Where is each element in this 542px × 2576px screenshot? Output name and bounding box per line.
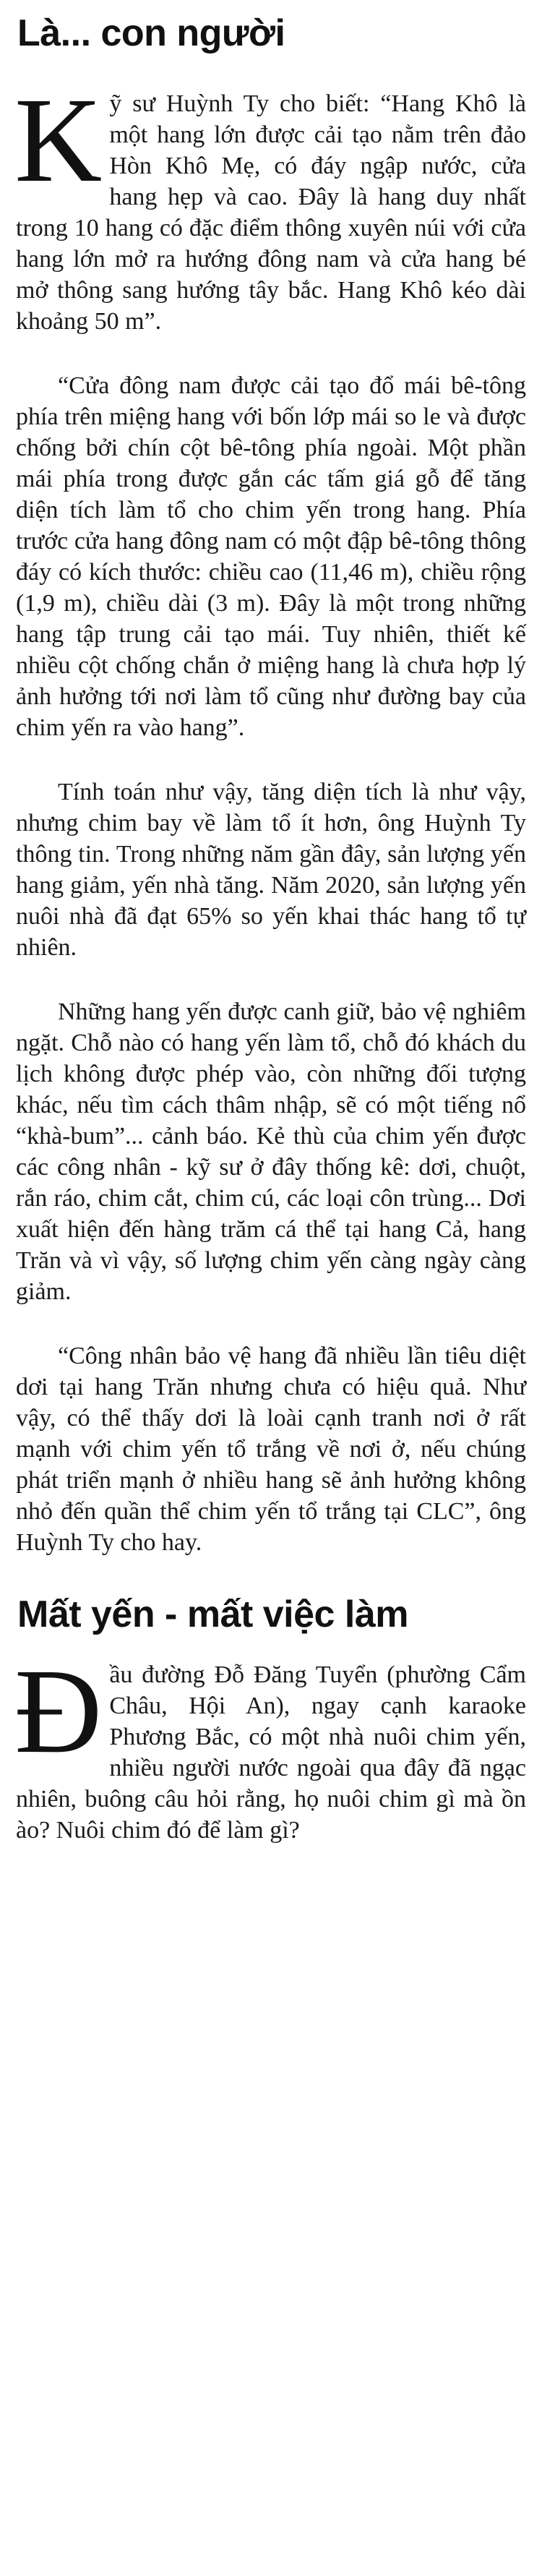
article-paragraph: Tính toán như vậy, tăng diện tích là như vậy, nhưng chim bay về làm tổ ít hơn, ông Huỳnh Ty thông tin. Trong những năm gần đây, sản lượng yến hang giảm, yến nhà tăng. Năm 2020, sản lượng yến nuôi nhà đã đạt 65% so yến khai thác hang tổ tự nhiên. [16,779,526,961]
section-heading-la-con-nguoi: Là... con người [17,12,285,54]
article-paragraph: Những hang yến được canh giữ, bảo vệ nghiêm ngặt. Chỗ nào có hang yến làm tổ, chỗ đó khách du lịch không được phép vào, còn những đối tượng khác, nếu tìm cách thâm nhập, sẽ có một tiếng nổ “khà-bum”... cảnh báo. Kẻ thù của chim yến được các công nhân - kỹ sư ở đây thống kê: dơi, chuột, rắn ráo, chim cắt, chim cú, các loại côn trùng... Dơi xuất hiện đến hàng trăm cá thể tại hang Cả, hang Trăn và vì vậy, số lượng chim yến càng ngày càng giảm. [16,998,526,1305]
article-paragraph: “Cửa đông nam được cải tạo đổ mái bê-tông phía trên miệng hang với bốn lớp mái so le và được chống bởi chín cột bê-tông phía ngoài. Một phần mái phía trong được gắn các tấm giá gỗ để tăng diện tích làm tổ cho chim yến trong hang. Phía trước cửa hang đông nam có một đập bê-tông thông đáy có kích thước: chiều cao (11,46 m), chiều rộng (1,9 m), chiều dài (3 m). Đây là một trong những hang tập trung cải tạo mái. Tuy nhiên, thiết kế nhiều cột chống chắn ở miệng hang là chưa hợp lý ảnh hưởng tới nơi làm tổ cũng như đường bay của chim yến ra vào hang”. [16,372,526,741]
drop-cap-letter: K [14,73,103,207]
article-paragraph [14,73,526,337]
drop-cap-letter: Đ [14,1644,103,1779]
article-paragraph [14,1644,526,1846]
section-heading-mat-yen-mat-viec-lam: Mất yến - mất việc làm [17,1593,408,1635]
article-paragraph: “Công nhân bảo vệ hang đã nhiều lần tiêu diệt dơi tại hang Trăn nhưng chưa có hiệu quả. Như vậy, có thể thấy dơi là loài cạnh tranh nơi ở rất mạnh với chim yến tổ trắng về nơi ở, nếu chúng phát triển mạnh ở nhiều hang sẽ ảnh hưởng không nhỏ đến quần thể chim yến tổ trắng tại CLC”, ông Huỳnh Ty cho hay. [16,1343,526,1556]
paragraph-text: ầu đường Đỗ Đăng Tuyển (phường Cẩm Châu, Hội An), ngay cạnh karaoke Phương Bắc, có một nhà nuôi chim yến, nhiều người nước ngoài qua đây đã ngạc nhiên, buông câu hỏi rằng, họ nuôi chim gì mà ồn ào? Nuôi chim đó để làm gì? [16,1661,526,1844]
paragraph-text: ỹ sư Huỳnh Ty cho biết: “Hang Khô là một hang lớn được cải tạo nằm trên đảo Hòn Khô Mẹ, có đáy ngập nước, cửa hang hẹp và cao. Đây là hang duy nhất trong 10 hang có đặc điểm thông xuyên núi với cửa hang lớn mở ra hướng đông nam và cửa hang bé mở thông sang hướng tây bắc. Hang Khô kéo dài khoảng 50 m”. [16,90,526,335]
